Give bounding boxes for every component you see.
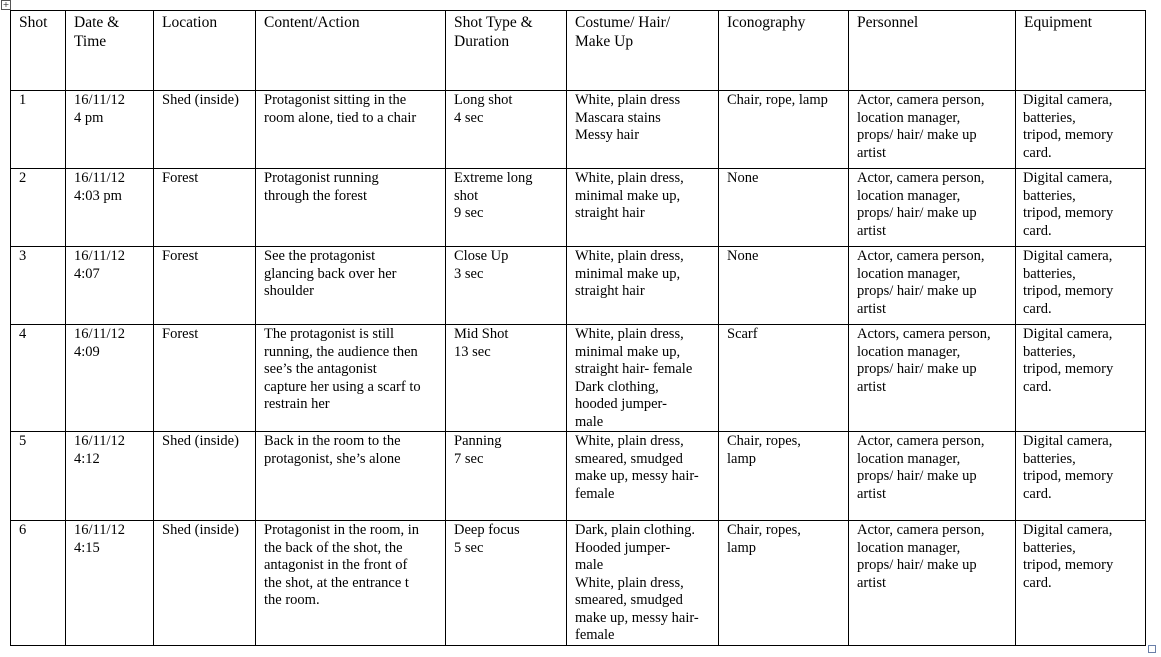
cell-shot[interactable] — [11, 169, 66, 247]
cell-text-line: card. — [1023, 144, 1052, 161]
cell-content[interactable] — [256, 91, 446, 169]
cell-text-line: card. — [1023, 485, 1052, 502]
cell-text-line: the back of the shot, the — [264, 539, 403, 556]
cell-text-line: tripod, memory — [1023, 127, 1114, 143]
cell-text-line: tripod, memory — [1023, 361, 1114, 377]
cell-text-line: artist — [857, 574, 886, 591]
cell-text-line: Forest — [162, 248, 199, 264]
header-location[interactable] — [154, 11, 256, 91]
cell-text-line: tripod, memory — [1023, 557, 1114, 573]
cell-text-line: Digital camera, — [1023, 522, 1113, 538]
cell-text-line: Actor, camera person, — [857, 170, 985, 186]
cell-text-line: female — [575, 627, 615, 643]
cell-text-line: 16/11/12 — [74, 522, 126, 538]
cell-text-line: Actors, camera person, — [857, 326, 991, 342]
cell-text-line: batteries, — [1023, 539, 1076, 556]
cell-text-line: lamp — [727, 539, 756, 556]
cell-text-line: tripod, memory — [1023, 468, 1114, 484]
cell-text-line: artist — [857, 300, 886, 317]
cell-text-line: hooded jumper- — [575, 396, 667, 412]
cell-text-line: None — [727, 248, 759, 264]
cell-text-line: batteries, — [1023, 109, 1076, 126]
cell-text-line: Messy hair — [575, 127, 640, 143]
table-body — [11, 91, 1146, 646]
cell-text-line: artist — [857, 378, 886, 395]
cell-equipment[interactable] — [1016, 91, 1146, 169]
cell-text-line: Location — [162, 14, 218, 31]
cell-text-line: location manager, — [857, 109, 961, 126]
cell-text-line: Shed (inside) — [162, 433, 239, 449]
cell-text-line: Content/Action — [264, 14, 360, 31]
cell-text-line: card. — [1023, 378, 1052, 395]
cell-iconography[interactable] — [719, 91, 849, 169]
cell-text-line: The protagonist is still — [264, 326, 395, 342]
cell-text-line: 3 sec — [454, 265, 484, 282]
cell-shot-type[interactable] — [446, 325, 567, 432]
cell-iconography[interactable] — [719, 521, 849, 646]
cell-personnel[interactable] — [849, 521, 1016, 646]
cell-datetime[interactable] — [66, 325, 154, 432]
cell-text-line: lamp — [727, 450, 756, 467]
cell-text-line: Hooded jumper- — [575, 539, 671, 556]
cell-text-line: Chair, rope, lamp — [727, 92, 828, 108]
table-row — [11, 521, 1146, 646]
cell-text-line: artist — [857, 144, 886, 161]
cell-equipment[interactable] — [1016, 432, 1146, 521]
cell-text-line: 16/11/12 — [74, 248, 126, 264]
cell-text-line: Costume/ Hair/ — [575, 14, 671, 31]
cell-text-line: Close Up — [454, 248, 509, 264]
cell-text-line: see’s the antagonist — [264, 361, 377, 377]
cell-text-line: Equipment — [1024, 14, 1093, 31]
cell-datetime[interactable] — [66, 521, 154, 646]
cell-text-line: 4:03 pm — [74, 187, 122, 204]
cell-text-line: White, plain dress — [575, 92, 681, 108]
header-row — [11, 11, 1146, 91]
cell-shot-type[interactable] — [446, 247, 567, 325]
cell-text-line: minimal make up, — [575, 187, 681, 204]
cell-equipment[interactable] — [1016, 521, 1146, 646]
cell-text-line: 16/11/12 — [74, 92, 126, 108]
cell-text-line: Shot — [19, 14, 48, 31]
cell-text-line: Mascara stains — [575, 109, 661, 126]
cell-text-line: Actor, camera person, — [857, 92, 985, 108]
cell-text-line: tripod, memory — [1023, 205, 1114, 221]
cell-text-line: White, plain dress, — [575, 433, 684, 449]
cell-text-line: Panning — [454, 433, 502, 449]
cell-shot-type[interactable] — [446, 521, 567, 646]
cell-text-line: through the forest — [264, 187, 368, 204]
cell-text-line: props/ hair/ make up — [857, 361, 977, 377]
cell-shot[interactable] — [11, 325, 66, 432]
cell-personnel[interactable] — [849, 169, 1016, 247]
cell-location[interactable] — [154, 247, 256, 325]
cell-costume[interactable] — [567, 325, 719, 432]
cell-text-line: Forest — [162, 326, 199, 342]
cell-text-line: Extreme long — [454, 170, 533, 186]
cell-text-line: 3 — [19, 248, 27, 264]
cell-text-line: White, plain dress, — [575, 574, 684, 591]
cell-text-line: Shot Type & — [454, 14, 533, 31]
cell-shot[interactable] — [11, 91, 66, 169]
cell-iconography[interactable] — [719, 432, 849, 521]
cell-personnel[interactable] — [849, 432, 1016, 521]
cell-text-line: props/ hair/ make up — [857, 205, 977, 221]
cell-text-line: 9 sec — [454, 205, 484, 221]
cell-costume[interactable] — [567, 247, 719, 325]
table-row — [11, 247, 1146, 325]
cell-costume[interactable] — [567, 432, 719, 521]
header-content-action[interactable] — [256, 11, 446, 91]
cell-text-line: 5 — [19, 433, 27, 449]
cell-costume[interactable] — [567, 91, 719, 169]
cell-text-line: female — [575, 485, 615, 502]
cell-shot-type[interactable] — [446, 432, 567, 521]
cell-text-line: smeared, smudged — [575, 592, 683, 608]
cell-text-line: room alone, tied to a chair — [264, 109, 417, 126]
cell-shot[interactable] — [11, 432, 66, 521]
cell-text-line: Personnel — [857, 14, 919, 31]
cell-datetime[interactable] — [66, 432, 154, 521]
cell-iconography[interactable] — [719, 247, 849, 325]
cell-iconography[interactable] — [719, 325, 849, 432]
cell-text-line: 6 — [19, 522, 27, 538]
header-iconography[interactable] — [719, 11, 849, 91]
cell-text-line: Actor, camera person, — [857, 522, 985, 538]
cell-text-line: 4:07 — [74, 265, 100, 282]
cell-text-line: batteries, — [1023, 450, 1076, 467]
cell-location[interactable] — [154, 521, 256, 646]
cell-personnel[interactable] — [849, 247, 1016, 325]
header-shot[interactable] — [11, 11, 66, 91]
cell-text-line: location manager, — [857, 343, 961, 360]
cell-text-line: shoulder — [264, 283, 314, 299]
cell-text-line: card. — [1023, 574, 1052, 591]
cell-text-line: Digital camera, — [1023, 248, 1113, 264]
cell-text-line: Forest — [162, 170, 199, 186]
cell-text-line: Mid Shot — [454, 326, 509, 342]
cell-text-line: 4 — [19, 326, 27, 342]
header-date-time[interactable] — [66, 11, 154, 91]
cell-equipment[interactable] — [1016, 325, 1146, 432]
cell-text-line: the shot, at the entrance t — [264, 574, 409, 591]
cell-text-line: Make Up — [575, 33, 634, 50]
cell-text-line: Actor, camera person, — [857, 248, 985, 264]
cell-text-line: antagonist in the front of — [264, 557, 408, 573]
cell-text-line: restrain her — [264, 396, 330, 412]
cell-text-line: props/ hair/ make up — [857, 127, 977, 143]
cell-content[interactable] — [256, 432, 446, 521]
cell-text-line: Digital camera, — [1023, 326, 1113, 342]
cell-text-line: 4:09 — [74, 343, 100, 360]
cell-text-line: location manager, — [857, 265, 961, 282]
cell-personnel[interactable] — [849, 91, 1016, 169]
cell-text-line: Shed (inside) — [162, 522, 239, 538]
shot-list-table — [10, 10, 1146, 646]
cell-text-line: 16/11/12 — [74, 170, 126, 186]
cell-text-line: 7 sec — [454, 450, 484, 467]
cell-text-line: male — [575, 413, 604, 430]
table-row — [11, 432, 1146, 521]
cell-text-line: 4:15 — [74, 539, 100, 556]
cell-text-line: Protagonist sitting in the — [264, 92, 407, 108]
header-costume-hair-makeup[interactable] — [567, 11, 719, 91]
cell-text-line: 2 — [19, 170, 27, 186]
cell-text-line: Chair, ropes, — [727, 433, 801, 449]
cell-text-line: Scarf — [727, 326, 758, 342]
cell-text-line: Dark clothing, — [575, 378, 659, 395]
cell-text-line: straight hair- female — [575, 361, 693, 377]
cell-shot[interactable] — [11, 247, 66, 325]
cell-costume[interactable] — [567, 521, 719, 646]
cell-text-line: minimal make up, — [575, 343, 681, 360]
cell-text-line: batteries, — [1023, 265, 1076, 282]
cell-text-line: 4 pm — [74, 109, 104, 126]
cell-text-line: artist — [857, 485, 886, 502]
cell-text-line: location manager, — [857, 539, 961, 556]
cell-text-line: Back in the room to the — [264, 433, 401, 449]
cell-location[interactable] — [154, 169, 256, 247]
cell-text-line: Digital camera, — [1023, 92, 1113, 108]
cell-text-line: glancing back over her — [264, 265, 397, 282]
cell-personnel[interactable] — [849, 325, 1016, 432]
cell-shot[interactable] — [11, 521, 66, 646]
cell-text-line: Dark, plain clothing. — [575, 522, 696, 538]
cell-location[interactable] — [154, 91, 256, 169]
cell-text-line: Digital camera, — [1023, 433, 1113, 449]
table-move-handle-icon[interactable]: + — [2, 0, 10, 9]
cell-text-line: Chair, ropes, — [727, 522, 801, 538]
cell-text-line: Long shot — [454, 92, 513, 108]
cell-text-line: Duration — [454, 33, 510, 50]
cell-text-line: card. — [1023, 222, 1052, 239]
cell-text-line: Actor, camera person, — [857, 433, 985, 449]
cell-text-line: None — [727, 170, 759, 186]
cell-content[interactable] — [256, 325, 446, 432]
table-row — [11, 91, 1146, 169]
cell-datetime[interactable] — [66, 169, 154, 247]
table-row — [11, 169, 1146, 247]
cell-text-line: 16/11/12 — [74, 433, 126, 449]
cell-text-line: minimal make up, — [575, 265, 681, 282]
cell-text-line: straight hair — [575, 205, 645, 221]
cell-datetime[interactable] — [66, 247, 154, 325]
cell-text-line: 13 sec — [454, 343, 491, 360]
cell-text-line: Digital camera, — [1023, 170, 1113, 186]
cell-text-line: 5 sec — [454, 539, 484, 556]
cell-text-line: 1 — [19, 92, 27, 108]
cell-equipment[interactable] — [1016, 169, 1146, 247]
cell-text-line: batteries, — [1023, 343, 1076, 360]
cell-text-line: male — [575, 557, 604, 573]
cell-content[interactable] — [256, 169, 446, 247]
cell-costume[interactable] — [567, 169, 719, 247]
cell-text-line: location manager, — [857, 187, 961, 204]
cell-text-line: props/ hair/ make up — [857, 557, 977, 573]
cell-text-line: running, the audience then — [264, 343, 418, 360]
cell-text-line: make up, messy hair- — [575, 468, 699, 484]
cell-text-line: 4 sec — [454, 109, 484, 126]
cell-text-line: protagonist, she’s alone — [264, 450, 401, 467]
cell-text-line: props/ hair/ make up — [857, 468, 977, 484]
cell-text-line: White, plain dress, — [575, 326, 684, 342]
cell-text-line: Protagonist running — [264, 170, 379, 186]
cell-text-line: Shed (inside) — [162, 92, 239, 108]
cell-text-line: Time — [74, 33, 107, 50]
cell-shot-type[interactable] — [446, 169, 567, 247]
cell-text-line: White, plain dress, — [575, 170, 684, 186]
cell-text-line: capture her using a scarf to — [264, 378, 421, 395]
cell-text-line: make up, messy hair- — [575, 609, 699, 626]
cell-text-line: props/ hair/ make up — [857, 283, 977, 299]
cell-text-line: smeared, smudged — [575, 450, 683, 467]
cell-text-line: tripod, memory — [1023, 283, 1114, 299]
header-personnel[interactable] — [849, 11, 1016, 91]
cell-text-line: See the protagonist — [264, 248, 376, 264]
cell-content[interactable] — [256, 521, 446, 646]
table-row — [11, 325, 1146, 432]
table-resize-handle-icon[interactable] — [1148, 645, 1156, 653]
cell-location[interactable] — [154, 325, 256, 432]
cell-text-line: batteries, — [1023, 187, 1076, 204]
cell-equipment[interactable] — [1016, 247, 1146, 325]
cell-text-line: White, plain dress, — [575, 248, 684, 264]
header-shot-type-duration[interactable] — [446, 11, 567, 91]
cell-text-line: Iconography — [727, 14, 806, 31]
cell-text-line: Protagonist in the room, in — [264, 522, 420, 538]
cell-shot-type[interactable] — [446, 91, 567, 169]
cell-text-line: the room. — [264, 592, 320, 608]
cell-text-line: 4:12 — [74, 450, 100, 467]
header-equipment[interactable] — [1016, 11, 1146, 91]
cell-content[interactable] — [256, 247, 446, 325]
cell-text-line: 16/11/12 — [74, 326, 126, 342]
cell-text-line: Deep focus — [454, 522, 520, 538]
cell-text-line: Date & — [74, 14, 120, 31]
cell-text-line: card. — [1023, 300, 1052, 317]
cell-location[interactable] — [154, 432, 256, 521]
cell-text-line: shot — [454, 187, 479, 204]
cell-text-line: straight hair — [575, 283, 645, 299]
cell-text-line: location manager, — [857, 450, 961, 467]
cell-datetime[interactable] — [66, 91, 154, 169]
cell-text-line: artist — [857, 222, 886, 239]
cell-iconography[interactable] — [719, 169, 849, 247]
